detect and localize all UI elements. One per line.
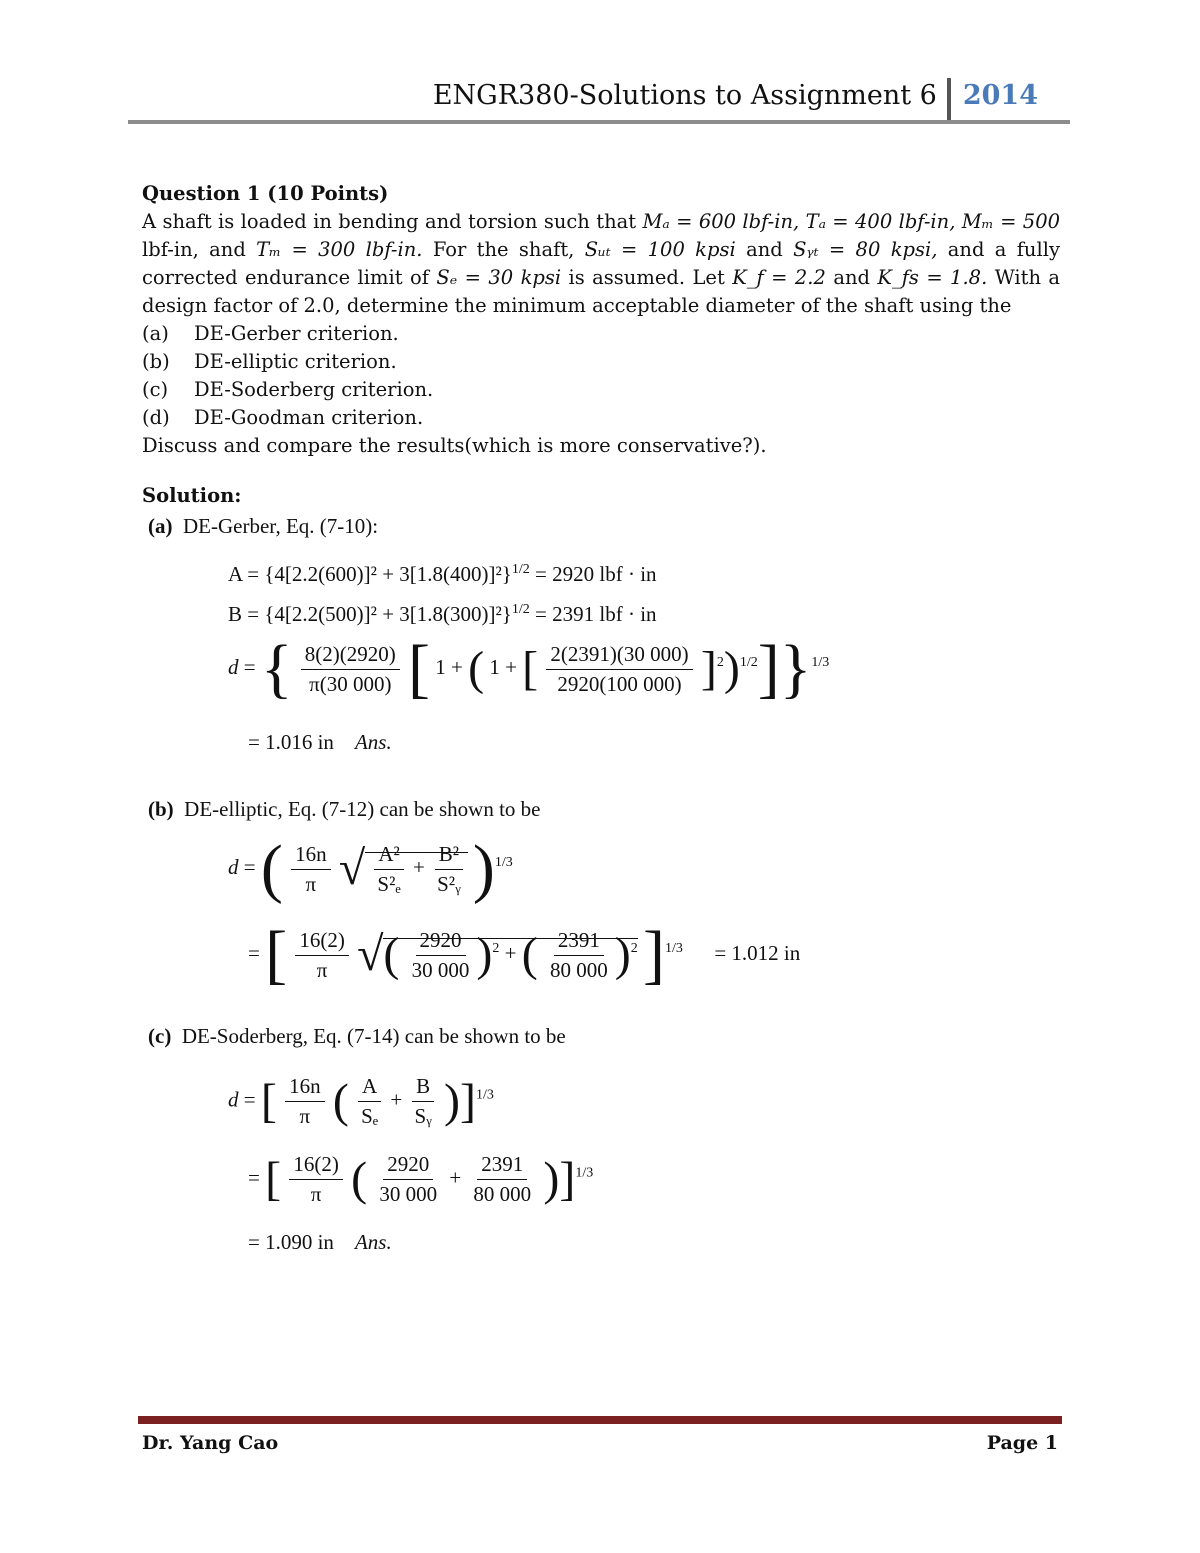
fraction-numerator: 2(2391)(30 000) <box>546 642 692 670</box>
fraction-numerator: 2391 <box>477 1152 527 1180</box>
fraction-numerator: B² <box>435 842 463 870</box>
list-item <box>142 320 1060 348</box>
fraction-numerator: 2920 <box>416 928 466 956</box>
fraction-numerator: 2920 <box>383 1152 433 1180</box>
fraction <box>408 928 474 983</box>
document-year: 2014 <box>962 80 1038 111</box>
sut-value: Sᵤₜ = 100 kpsi <box>584 238 736 261</box>
result-value: = 1.012 in <box>714 940 801 965</box>
fraction-denominator: 80 000 <box>473 1182 532 1206</box>
fraction-denominator: 30 000 <box>411 957 470 982</box>
fraction <box>373 842 404 897</box>
header-separator <box>947 78 951 122</box>
fraction-denominator: π <box>299 1104 311 1128</box>
part-a-result <box>248 730 392 755</box>
fraction-denominator: π <box>316 957 328 982</box>
fraction <box>357 1074 382 1129</box>
question-text-part: is assumed. Let <box>568 266 725 289</box>
eq-a-body: A = {4[2.2(600)]² + 3[1.8(400)]²} <box>228 562 512 586</box>
item-text: DE-Goodman criterion. <box>194 406 424 429</box>
question-text <box>142 208 1060 320</box>
item-label: (d) <box>142 406 170 429</box>
fraction-numerator: B <box>412 1074 434 1102</box>
equation-d-soderberg: d = [ $\frac{16n}{\pi}$ ( $\frac{A}{\text{Sₑ}}$ + $\frac{B}{\text{Sᵧ}}$ )]$^{1/3}$ <box>228 1074 494 1128</box>
part-b-heading <box>148 797 541 822</box>
item-label: (b) <box>142 350 170 373</box>
equation-d-soderberg-numeric: = [ $\frac{16(2)}{\pi}$ ( $\frac{2920}{30 000}$ + $\frac{2391}{80 000}$ )]$^{1/3}$ <box>248 1152 594 1206</box>
fraction <box>301 642 400 697</box>
footer-rule <box>138 1416 1062 1424</box>
fraction-denominator: 80 000 <box>549 957 608 982</box>
exponent: 1/3 <box>494 854 513 870</box>
question-text-part: and a fully corrected endurance limit of <box>142 238 1060 289</box>
equation-d-elliptic: d = ( $\frac{16n}{\pi}$ √ $\frac{\text{A²}}{\text{S²ₑ}}$ + $\frac{\text{B²}}{\text{S²ᵧ}}$ )$^{1/3}$ <box>228 832 513 905</box>
question-text-part: and <box>746 238 783 261</box>
fraction-denominator: 2920(100 000) <box>557 671 682 696</box>
fraction-denominator: S²ᵧ <box>437 871 461 896</box>
fraction-denominator: S²ₑ <box>377 871 401 896</box>
part-c-heading-text: DE-Soderberg, Eq. (7-14) can be shown to be <box>181 1024 566 1048</box>
eq-b-body: B = {4[2.2(500)]² + 3[1.8(300)]²} <box>228 602 512 626</box>
item-text: DE-elliptic criterion. <box>194 350 397 373</box>
equation-b <box>228 602 657 627</box>
fraction-numerator: 2391 <box>554 928 604 956</box>
list-item <box>142 348 1060 376</box>
fraction <box>285 1074 325 1129</box>
fraction-denominator: π(30 000) <box>309 671 392 696</box>
result-value: = 1.090 in <box>248 1230 334 1254</box>
part-a-heading <box>148 514 378 539</box>
part-c-result <box>248 1230 392 1255</box>
question-block <box>142 180 1060 460</box>
footer-page-number: Page 1 <box>986 1432 1058 1454</box>
discuss-text: Discuss and compare the results(which is more conservative?). <box>142 434 767 457</box>
result-value: = 1.016 in <box>248 730 334 754</box>
part-c-heading <box>148 1024 566 1049</box>
fraction-denominator: π <box>310 1182 322 1206</box>
page-header <box>433 78 1038 122</box>
fraction-numerator: 8(2)(2920) <box>301 642 400 670</box>
question-text-part: and <box>833 266 870 289</box>
part-a-heading-text: DE-Gerber, Eq. (7-10): <box>183 514 379 538</box>
kfs-value: K_fs = 1.8. <box>877 266 988 289</box>
question-text-part: For the shaft, <box>432 238 575 261</box>
part-b-heading-text: DE-elliptic, Eq. (7-12) can be shown to be <box>184 797 541 821</box>
exponent: 1/3 <box>475 1087 494 1103</box>
fraction-numerator: 16n <box>285 1074 325 1102</box>
fraction-denominator: Sᵧ <box>414 1104 432 1128</box>
equation-d-elliptic-numeric: = [ $\frac{16(2)}{\pi}$ √( $\frac{2920}{30 000}$ )$^2$ + ( $\frac{2391}{80 000}$ )$^2$ ]$^{1/3}$ = 1.012 in <box>248 918 801 991</box>
fraction <box>289 1152 343 1207</box>
part-a-tag: (a) <box>148 514 173 538</box>
fraction-denominator: Sₑ <box>361 1104 379 1128</box>
list-item <box>142 404 1060 432</box>
fraction <box>469 1152 535 1207</box>
question-title: Question 1 (10 Points) <box>142 182 389 205</box>
part-c-tag: (c) <box>148 1024 172 1048</box>
item-label: (a) <box>142 322 169 345</box>
fraction-numerator: A <box>358 1074 381 1102</box>
part-b-tag: (b) <box>148 797 174 821</box>
eq-b-result: = 2391 lbf · in <box>535 602 657 626</box>
item-text: DE-Soderberg criterion. <box>194 378 434 401</box>
item-label: (c) <box>142 378 169 401</box>
fraction <box>433 842 465 897</box>
fraction <box>546 928 612 983</box>
fraction <box>295 928 349 983</box>
mm-value: Mₘ = 500 <box>961 210 1061 233</box>
answer-tag: Ans. <box>354 730 392 754</box>
answer-tag: Ans. <box>354 1230 392 1254</box>
question-text-part: lbf-in, and <box>142 238 246 261</box>
document-title: ENGR380-Solutions to Assignment 6 <box>432 80 937 111</box>
syt-value: Sᵧₜ = 80 kpsi, <box>793 238 938 261</box>
tm-value: Tₘ = 300 lbf-in. <box>256 238 423 261</box>
kf-value: K_f = 2.2 <box>732 266 826 289</box>
fraction <box>410 1074 435 1129</box>
footer-author: Dr. Yang Cao <box>142 1432 279 1454</box>
ma-value: Mₐ = 600 lbf-in, <box>642 210 800 233</box>
fraction-denominator: 30 000 <box>379 1182 438 1206</box>
fraction <box>375 1152 441 1207</box>
fraction <box>546 642 692 697</box>
ta-value: Tₐ = 400 lbf-in, <box>805 210 956 233</box>
solution-label: Solution: <box>142 484 242 507</box>
fraction <box>291 842 331 897</box>
eq-a-result: = 2920 lbf · in <box>535 562 657 586</box>
item-text: DE-Gerber criterion. <box>194 322 399 345</box>
fraction-numerator: A² <box>374 842 403 870</box>
header-rule <box>128 120 1070 124</box>
se-value: Sₑ = 30 kpsi <box>436 266 562 289</box>
list-item <box>142 376 1060 404</box>
question-text-part: With a design factor of 2.0, determine the minimum acceptable diameter of the shaft using the <box>142 266 1061 317</box>
equation-a <box>228 562 657 587</box>
equation-d-gerber: d = { $\frac{8(2)(2920)}{\pi(30 000)}$ [ 1 + ( 1 + [ $\frac{2(2391)(30 000)}{2920(100 000)}$ ]$^2$)$^{1/2}$]}$^{1/3}$ <box>228 632 830 705</box>
eq-a-exponent: 1/2 <box>511 562 530 577</box>
eq-b-exponent: 1/2 <box>511 602 530 617</box>
fraction-numerator: 16n <box>291 842 331 870</box>
fraction-numerator: 16(2) <box>295 928 349 956</box>
fraction-denominator: π <box>305 871 317 896</box>
fraction-numerator: 16(2) <box>289 1152 343 1180</box>
question-text-part: A shaft is loaded in bending and torsion such that <box>142 210 637 233</box>
